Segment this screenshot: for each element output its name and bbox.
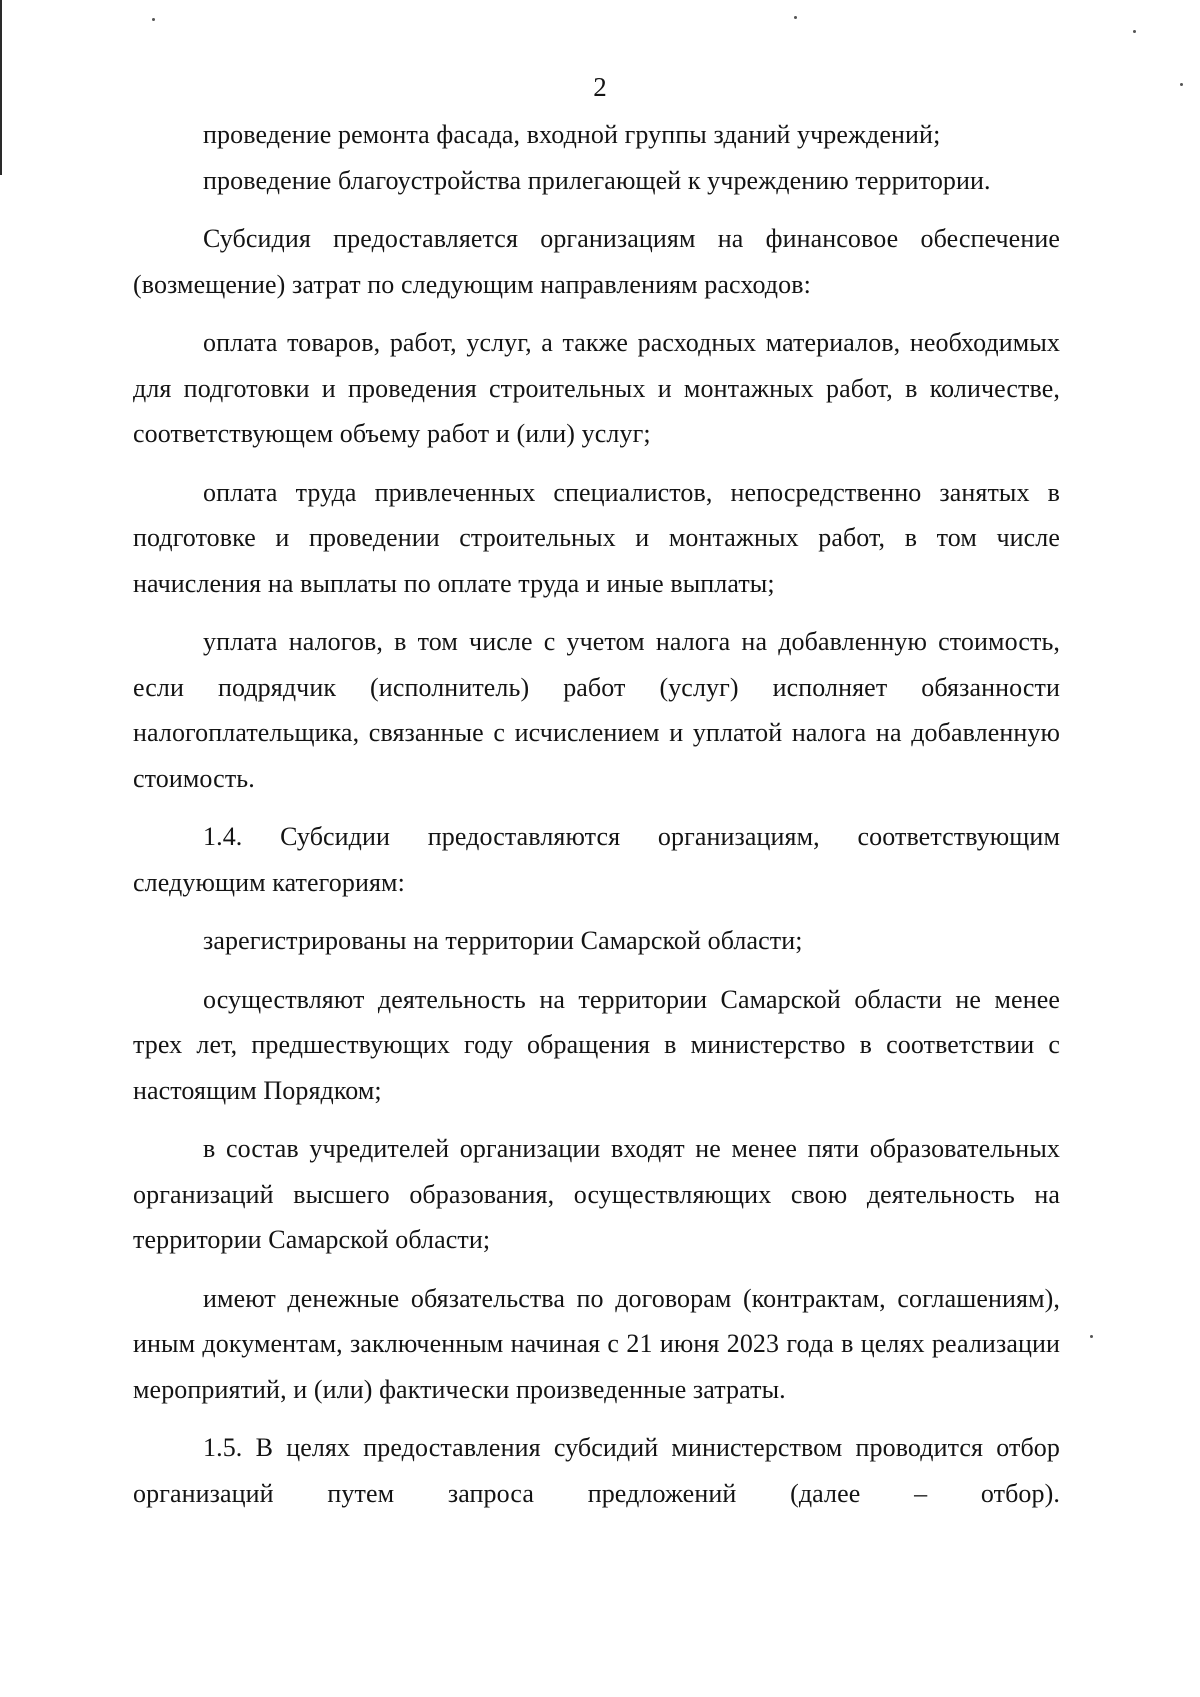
scan-speck [152,18,155,21]
paragraph-section-1-5: 1.5. В целях предоставления субсидий министерством проводится отбор организаций путем запроса предложений (далее – отбор). [133,1433,1060,1508]
paragraph-registered: зарегистрированы на территории Самарской области; [203,926,803,955]
scan-speck [1090,1335,1093,1338]
document-body [133,112,1060,1516]
scan-speck [1133,30,1136,33]
paragraph-subsidy-purpose: Субсидия предоставляется организациям на финансовое обеспечение (возмещение) затрат по следующим направлениям расходов: [133,224,1060,299]
paragraph-payment-labor: оплата труда привлеченных специалистов, непосредственно занятых в подготовке и проведении строительных и монтажных работ, в том числе начисления на выплаты по оплате труда и иные выплаты; [133,477,1060,598]
paragraph-tax-payment: уплата налогов, в том числе с учетом налога на добавленную стоимость, если подрядчик (исполнитель) работ (услуг) исполняет обязанности налогоплательщика, связанные с исчислением и уплатой налога на добавленную стоимость. [133,627,1060,793]
paragraph-section-1-4: 1.4. Субсидии предоставляются организациям, соответствующим следующим категориям: [133,822,1060,897]
paragraph-obligations: имеют денежные обязательства по договорам (контрактам, соглашениям), иным документам, заключенным начиная с 21 июня 2023 года в целях реализации мероприятий, и (или) фактически произведенные затраты. [133,1283,1060,1404]
page-number: 2 [593,72,607,102]
paragraph-founders: в состав учредителей организации входят не менее пяти образовательных организаций высшего образования, осуществляющих свою деятельность на территории Самарской области; [133,1134,1060,1254]
paragraph-activity-duration: осуществляют деятельность на территории Самарской области не менее трех лет, предшествующих году обращения в министерство в соответствии с настоящим Порядком; [133,984,1060,1105]
paragraph-payment-goods: оплата товаров, работ, услуг, а также расходных материалов, необходимых для подготовки и проведения строительных и монтажных работ, в количестве, соответствующем объему работ и (или) услуг; [133,328,1060,448]
scan-speck [794,16,797,19]
paragraph-territory-improvement: проведение благоустройства прилегающей к учреждению территории. [203,165,991,195]
paragraph-facade-repair: проведение ремонта фасада, входной группы зданий учреждений; [203,120,941,149]
